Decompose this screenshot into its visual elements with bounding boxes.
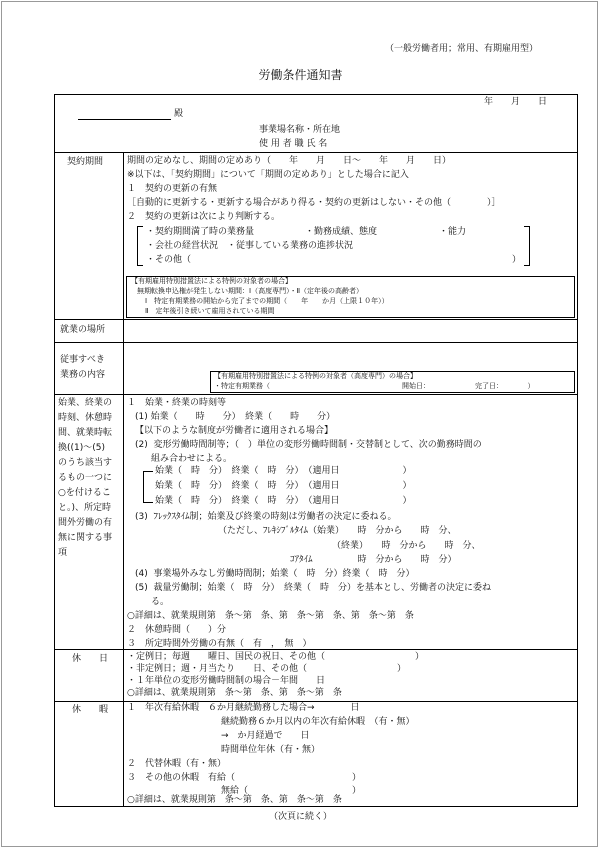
other-paid-leave: ３ その他の休暇 有給（ bbox=[127, 773, 236, 783]
outer-bottom-border bbox=[54, 806, 578, 807]
row-divider-contract bbox=[54, 319, 578, 320]
leave-rules-reference: ○詳細は、就業規則第 条～第 条、第 条～第 条 bbox=[127, 795, 342, 805]
employer-name-label: 使 用 者 職 氏 名 bbox=[259, 139, 328, 149]
overtime-line: ３ 所定時間外労働の有無（ 有 ， 無 ） bbox=[127, 639, 312, 649]
hours-label-line: のうち該当す bbox=[58, 458, 113, 468]
regular-holidays: ・定例日；毎週 曜日、国民の祝日、その他（ ） bbox=[127, 652, 425, 662]
variable-hours-line2: 組み合わせによる。 bbox=[151, 454, 233, 464]
substitute-leave: ２ 代替休暇（有・無） bbox=[127, 759, 227, 769]
holidays-rules-reference: ○詳細は、就業規則第 条～第 条、第 条～第 条 bbox=[127, 688, 342, 698]
contract-term-line: 期間の定めなし、期間の定めあり（ 年 月 日～ 年 月 日） bbox=[127, 156, 452, 166]
annual-leave-short-service: 継続勤務６か月以内の年次有給休暇 （有・無） bbox=[221, 717, 415, 727]
criteria-right-bracket bbox=[524, 226, 530, 266]
hours-label-line: 始業、終業の bbox=[58, 398, 113, 408]
hours-label-line: 間外労働の有 bbox=[58, 518, 113, 528]
hours-label-line: るもの一つに bbox=[58, 473, 113, 483]
other-unpaid-leave-end: ） bbox=[352, 786, 362, 796]
issue-date: 年 月 日 bbox=[484, 97, 548, 107]
contract-note: ※以下は、「契約期間」について「期間の定めあり」とした場合に記入 bbox=[127, 170, 409, 180]
variable-hours-line: (2) 変形労働時間制等；（ ）単位の変形労働時間制・交替制として、次の勤務時間の bbox=[135, 440, 482, 450]
hours-label-line: ○を付けるこ bbox=[58, 488, 111, 498]
shift-row: 始業（ 時 分） 終業（ 時 分） （適用日 ） bbox=[155, 466, 412, 476]
discretionary-line2: る。 bbox=[151, 597, 170, 607]
duties-end-date: 完了日： ） bbox=[475, 382, 535, 390]
flextime-end: （終業） 時 分から 時 分、 bbox=[332, 541, 481, 551]
criteria-other: ・その他（ bbox=[146, 255, 192, 265]
renewal-heading: １ 契約の更新の有無 bbox=[127, 184, 218, 194]
criteria-left-bracket bbox=[137, 226, 143, 266]
criteria-performance: ・勤務成績、態度 bbox=[305, 227, 378, 237]
hours-label-line: 間、就業時転 bbox=[58, 428, 113, 438]
employer-address-label: 事業場名称・所在地 bbox=[259, 125, 341, 135]
annual-leave-months: → か月経過で 日 bbox=[221, 731, 310, 741]
continued-note: （次頁に続く） bbox=[268, 812, 332, 822]
label-column-divider bbox=[123, 152, 124, 806]
holidays-label: 休 日 bbox=[72, 654, 109, 664]
page-title: 労働条件通知書 bbox=[258, 68, 343, 82]
row-divider-duties bbox=[54, 394, 578, 395]
hours-label-line: 無に関する事 bbox=[58, 533, 113, 543]
special-systems-heading: 【以下のような制度が労働者に適用される場合】 bbox=[135, 426, 334, 436]
flextime-line: (3) ﾌﾚｯｸｽﾀｲﾑ制；始業及び終業の時刻は労働者の決定に委ねる。 bbox=[135, 512, 397, 522]
criteria-ability: ・能力 bbox=[439, 227, 467, 237]
form-type-note: （一般労働者用；常用、有期雇用型） bbox=[385, 44, 539, 54]
other-paid-leave-end: ） bbox=[352, 773, 362, 783]
hours-label-line: 時刻、休憩時 bbox=[58, 413, 113, 423]
workplace-label: 就業の場所 bbox=[60, 325, 106, 335]
criteria-other-end: ） bbox=[512, 255, 522, 265]
hours-rules-reference: ○詳細は、就業規則第 条～第 条、第 条～第 条、第 条～第 条 bbox=[127, 611, 414, 621]
addressee-suffix: 殿 bbox=[174, 109, 184, 119]
criteria-business: ・会社の経営状況 ・従事している業務の進捗状況 bbox=[146, 241, 354, 251]
flextime-start: （ただし、ﾌﾚｷｼﾌﾞﾙﾀｲﾑ（始業） 時 分から 時 分、 bbox=[218, 526, 457, 536]
annual-leave-line: １ 年次有給休暇 ６か月継続勤務した場合→ 日 bbox=[127, 703, 360, 713]
renewal-options: ［自動的に更新する・更新する場合があり得る・契約の更新はしない・その他（ ）］ bbox=[127, 198, 501, 208]
duties-start-date: 開始日： bbox=[402, 382, 430, 390]
shift-row: 始業（ 時 分） 終業（ 時 分） （適用日 ） bbox=[155, 496, 412, 506]
other-unpaid-leave: 無給（ bbox=[221, 786, 249, 796]
discretionary-line: (5) 裁量労働制；始業（ 時 分） 終業（ 時 分）を基本とし、労働者の決定に委ね bbox=[135, 583, 491, 593]
leave-label: 休 暇 bbox=[72, 705, 109, 715]
fixed-hours-line: (1) 始業（ 時 分） 終業（ 時 分） bbox=[135, 412, 336, 422]
duties-label-line1: 従事すべき bbox=[60, 355, 105, 365]
duties-label-line2: 業務の内容 bbox=[60, 370, 106, 380]
core-time: ｺｱﾀｲﾑ 時 分から 時 分） bbox=[290, 555, 457, 565]
deemed-hours-line: (4) 事業場外みなし労働時間制；始業（ 時 分）終業（ 時 分） bbox=[135, 569, 415, 579]
irregular-holidays: ・非定例日；週・月当たり 日、その他（ ） bbox=[127, 664, 407, 674]
hourly-leave: 時間単位年休（有・無） bbox=[221, 745, 321, 755]
contract-special-line1: 無期転換申込権が発生しない期間：Ⅰ（高度専門）・Ⅱ（定年後の高齢者） bbox=[137, 287, 364, 295]
addressee-underline bbox=[78, 119, 171, 120]
break-time-line: ２ 休憩時間（ ）分 bbox=[127, 625, 227, 635]
outer-top-border bbox=[54, 94, 578, 95]
renewal-criteria-heading: ２ 契約の更新は次により判断する。 bbox=[127, 212, 281, 222]
shift-row: 始業（ 時 分） 終業（ 時 分） （適用日 ） bbox=[155, 481, 412, 491]
annual-variable-holidays: ・１年単位の変形労働時間制の場合－年間 日 bbox=[127, 676, 326, 686]
contract-label: 契約期間 bbox=[67, 157, 104, 167]
shift-bracket bbox=[143, 471, 153, 503]
duties-special-title: 【有期雇用特別措置法による特例の対象者（高度専門）の場合】 bbox=[214, 372, 417, 380]
hours-label-line: と。)、所定時 bbox=[58, 503, 112, 513]
hours-label-line: 項 bbox=[58, 548, 68, 558]
row-divider-workplace bbox=[54, 342, 578, 343]
row-divider-header bbox=[54, 152, 578, 153]
row-divider-holidays bbox=[54, 701, 578, 702]
hours-label-line: 換((1)～(5) bbox=[58, 443, 106, 453]
contract-special-title: 【有期雇用特別措置法による特例の対象者の場合】 bbox=[131, 277, 292, 285]
criteria-workload: ・契約期間満了時の業務量 bbox=[146, 227, 255, 237]
duties-special-line: ・特定有期業務（ bbox=[214, 382, 270, 390]
contract-special-line3: Ⅱ 定年後引き続いて雇用されている期間 bbox=[145, 307, 275, 315]
hours-heading: １ 始業・終業の時刻等 bbox=[127, 398, 227, 408]
contract-special-line2: Ⅰ 特定有期業務の開始から完了までの期間（ 年 か月（上限１０年）） bbox=[145, 297, 389, 305]
